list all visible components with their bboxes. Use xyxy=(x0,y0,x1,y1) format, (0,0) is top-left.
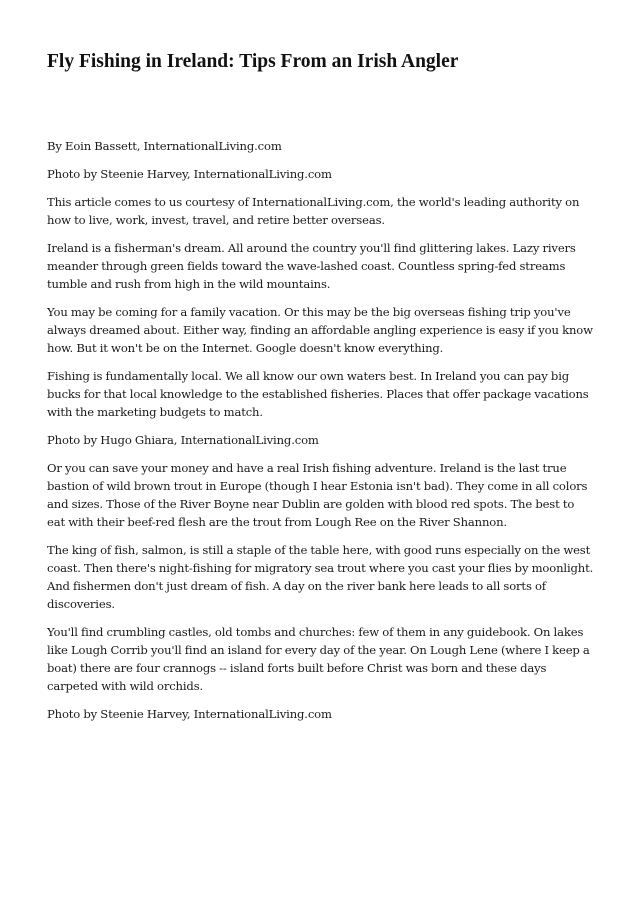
byline: By Eoin Bassett, InternationalLiving.com xyxy=(47,139,282,153)
paragraph: The king of fish, salmon, is still a staple of the table here, with good runs especially on the west coast. Then there's night-fishing for migratory sea trout where you cast your flies by moonlight. And fishermen don't just dream of fish. A day on the river bank here leads to all sorts of discoveries. xyxy=(47,543,594,611)
paragraph: Ireland is a fisherman's dream. All around the country you'll find glittering lakes. Lazy rivers meander through green fields toward the wave-lashed coast. Countless spring-fed streams tumble and rush from high in the wild mountains. xyxy=(47,241,576,291)
paragraph: You may be coming for a family vacation. Or this may be the big overseas fishing trip you've always dreamed about. Either way, finding an affordable angling experience is easy if you know how. But it won't be on the Internet. Google doesn't know everything. xyxy=(47,305,593,355)
paragraph: You'll find crumbling castles, old tombs and churches: few of them in any guidebook. On lakes like Lough Corrib you'll find an island for every day of the year. On Lough Lene (where I keep a boat) there are four crannogs -- island forts built before Christ was born and these days carpeted with wild orchids. xyxy=(47,625,590,693)
article-body xyxy=(47,137,595,723)
paragraph: Fishing is fundamentally local. We all know our own waters best. In Ireland you can pay big bucks for that local knowledge to the established fisheries. Places that offer package vacations with the marketing budgets to match. xyxy=(47,369,589,419)
photo-credit: Photo by Hugo Ghiara, InternationalLiving.com xyxy=(47,433,319,447)
courtesy-note: This article comes to us courtesy of InternationalLiving.com, the world's leading authority on how to live, work, invest, travel, and retire better overseas. xyxy=(47,195,580,227)
article-title: Fly Fishing in Ireland: Tips From an Irish Angler xyxy=(47,51,459,72)
paragraph: Or you can save your money and have a real Irish fishing adventure. Ireland is the last true bastion of wild brown trout in Europe (though I hear Estonia isn't bad). They come in all colors and sizes. Those of the River Boyne near Dublin are golden with blood red spots. The best to eat with their beef-red flesh are the trout from Lough Ree on the River Shannon. xyxy=(47,461,588,529)
document-page xyxy=(47,0,595,733)
photo-credit: Photo by Steenie Harvey, InternationalLiving.com xyxy=(47,167,332,181)
photo-credit: Photo by Steenie Harvey, InternationalLiving.com xyxy=(47,707,332,721)
